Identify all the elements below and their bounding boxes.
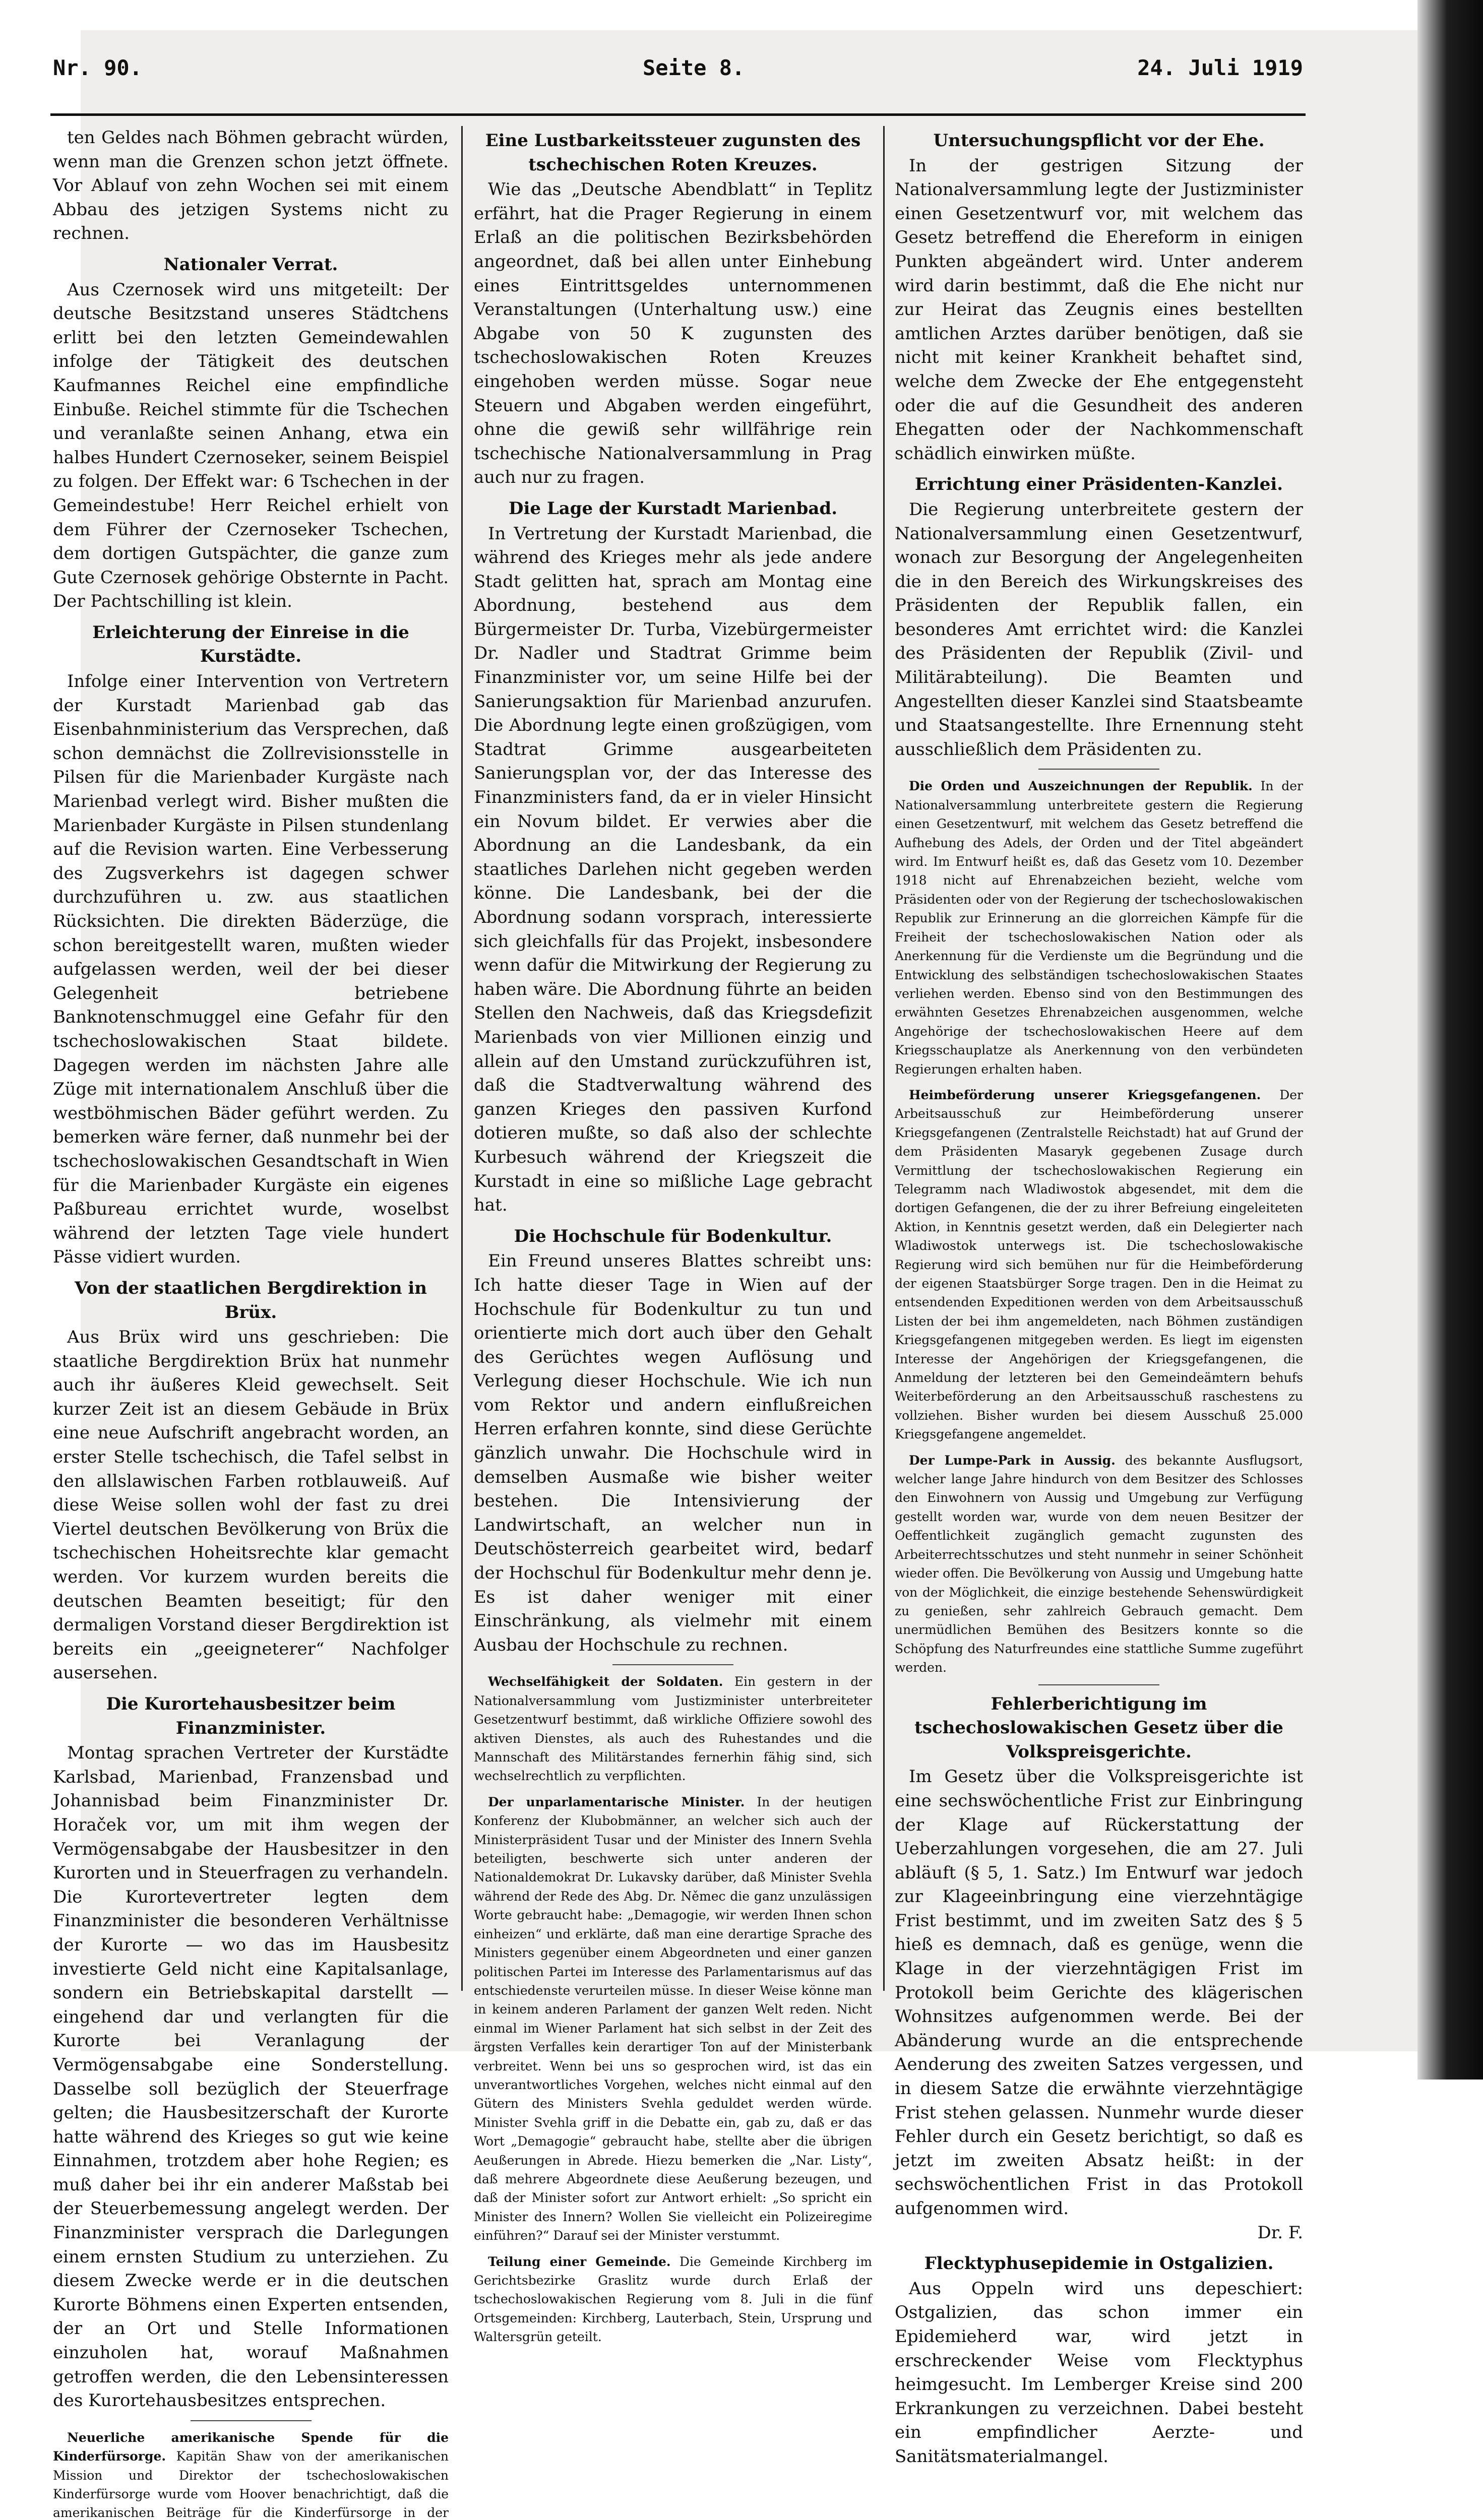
article-headline: Erleichterung der Einreise in die Kurstädte. (92, 622, 409, 667)
article-text: Infolge einer Intervention von Vertretern der Kurstadt Marienbad gab das Eisenbahnministerium das Versprechen, daß schon demnächst die Zollrevisionsstelle in Pilsen für die Marienbader Kurgäste nach Marienbad verlegt wird. Bisher mußten die Marienbader Kurgäste in Pilsen stundenlang auf die Revision warten. Eine Verbesserung des Zugsverkehrs ist dagegen schwer durchzuführen u. zw. aus staatlichen Rücksichten. Die direkten Bäderzüge, die schon bereitgestellt waren, mußten wieder aufgelassen werden, weil der bei dieser Gelegenheit betriebene Banknotenschmuggel eine Gefahr für den tschechoslowakischen Staat bildete. Dagegen werden im nächsten Jahre alle Züge mit internationalem Anschluß über die westböhmischen Bäder geführt werden. Zu bemerken wäre ferner, daß nunmehr bei der tschechoslowakischen Gesandtschaft in Wien für die Marienbader Kurgäste ein eigenes Paßbureau errichtet wurde, woselbst während der letzten Tage viele hundert Pässe vidiert wurden. (53, 671, 449, 1268)
article (474, 1672, 872, 1785)
article-headline: Heimbeförderung unserer Kriegsgefangenen. (909, 1087, 1261, 1102)
article-paragraph (53, 2428, 449, 2520)
article-text: Kapitän Shaw von der amerikanischen Mission und Direktor der tschechoslowakischen Kinderfürsorge wurde vom Hoover benachrichtigt, daß die amerikanischen Beiträge für die Kinderfürsorge in der (53, 2449, 449, 2520)
article-text: Montag sprachen Vertreter der Kurstädte Karlsbad, Marienbad, Franzensbad und Johannisbad beim Finanzminister Dr. Horaček vor, um mit ihm wegen der Vermögensabgabe der Hausbesitzer in den Kurorten und in Steuerfragen zu verhandeln. Die Kurortevertreter legten dem Finanzminister die besonderen Verhältnisse der Kurorte — wo das im Hausbesitz investierte Geld nicht eine Kapitalsanlage, sondern ein Betriebskapital darstellt — eingehend dar und verlangten für die Kurorte bei Veranlagung der Vermögensabgabe eine Sonderstellung. Dasselbe soll bezüglich der Steuerfrage gelten; die Hausbesitzerschaft der Kurorte hatte während des Krieges so gut wie keine Einnahmen, trotzdem aber hohe Regien; es muß daher bei ihr ein anderer Maßstab bei der Steuerbemessung angelegt werden. Der Finanzminister versprach die Darlegungen einem ernsten Studium zu unterziehen. Zu diesem Zwecke werde er in die deutschen Kurorte Böhmens einen Experten entsenden, der an Ort und Stelle Informationen einzuholen hat, worauf Maßnahmen getroffen werden, die den Lebensinteressen des Kurortehausbesitzes entsprechen. (53, 1743, 449, 2411)
article-paragraph (895, 154, 1303, 466)
article-headline: Nationaler Verrat. (163, 254, 338, 275)
section-divider (1038, 769, 1159, 770)
article (474, 129, 872, 490)
article (895, 129, 1303, 466)
article-headline: Fehlerberichtigung im tschechoslowakischen Gesetz über die Volkspreisgerichte. (914, 1693, 1283, 1762)
article-paragraph (474, 2252, 872, 2347)
article-paragraph (474, 1249, 872, 1657)
article-headline: Eine Lustbarkeitssteuer zugunsten des tschechischen Roten Kreuzes. (485, 131, 861, 175)
article-text: In der gestrigen Sitzung der Nationalversammlung legte der Justizminister einen Gesetzentwurf vor, mit welchem das Gesetz betreffend die Ehereform in einigen Punkten abgeändert wird. Unter anderem wird darin bestimmt, daß die Ehe nicht nur zur Heirat das Zeugnis eines bestellten amtlichen Arztes darüber benötigen, daß sie nicht mit keiner Krankheit behaftet sind, welche dem Zwecke der Ehe entgegensteht oder die auf die Gesundheit des anderen Ehegatten oder der Nachkommenschaft schädlich einwirken müßte. (895, 155, 1303, 464)
section-divider (612, 1664, 733, 1665)
article-text: Ein Freund unseres Blattes schreibt uns: Ich hatte dieser Tage in Wien auf der Hochschule für Bodenkultur zu tun und orientierte mich dort auch über den Gehalt des Gerüchtes wegen Auflösung und Verlegung dieser Hochschule. Wie ich nun vom Rektor und andern einflußreichen Herren erfahren konnte, sind diese Gerüchte gänzlich unwahr. Die Hochschule wird in demselben Ausmaße wie bisher weiter bestehen. Die Intensivierung der Landwirtschaft, an welcher nun in Deutschösterreich gearbeitet wird, bedarf der Hochschul für Bodenkultur mehr denn je. Es ist daher weniger mit einer Einschränkung, als vielmehr mit einem Ausbau der Hochschule zu rechnen. (474, 1251, 872, 1655)
article (53, 621, 449, 1270)
article-headline: Der unparlamentarische Minister. (488, 1794, 745, 1809)
article-paragraph (53, 278, 449, 614)
article-paragraph (895, 1086, 1303, 1444)
section-divider (1038, 1684, 1159, 1685)
issue-date: 24. Juli 1919 (1137, 55, 1303, 80)
article-text: In der Nationalversammlung unterbreitete gestern die Regierung einen Gesetzentwurf, mit welchem das Gesetz betreffend die Aufhebung des Adels, der Orden und der Titel abgeändert wird. Im Entwurf heißt es, daß das Gesetz vom 10. Dezember 1918 nicht auf Ehrenabzeichen bezieht, welche vom Präsidenten oder von der Regierung der tschechoslowakischen Republik zur Erinnerung an die glorreichen Kämpfe für die Freiheit der tschechoslowakischen Nation oder als Anerkennung für die Verdienste um die Begründung und die Entwicklung des selbständigen tschechoslowakischen Staates verliehen werden. Ebenso sind von den Bestimmungen des erwähnten Gesetzes Ehrenabzeichen ausgenommen, welche Angehörige der tschechoslowakischen Heere auf dem Kriegsschauplatze als Anerkennung von den verbündeten Regierungen erhalten haben. (895, 779, 1303, 1077)
article-headline: Neuerliche amerikanische Spende für die Kinderfürsorge. (53, 2430, 449, 2464)
article (474, 1225, 872, 1658)
article (53, 1277, 449, 1685)
scan-edge-shadow (1417, 0, 1483, 2080)
article-paragraph (895, 498, 1303, 762)
article-text: Aus Oppeln wird uns depeschiert: Ostgalizien, das schon immer ein Epidemieherd war, wird jetzt in erschreckender Weise vom Flecktyphus heimgesucht. Im Lemberger Kreise sind 200 Erkrankungen zu verzeichnen. Dabei besteht ein empfindlicher Aerzte- und Sanitätsmaterialmangel. (895, 2278, 1303, 2467)
article-headline: Untersuchungspflicht vor der Ehe. (933, 131, 1265, 151)
article (895, 2252, 1303, 2469)
article (895, 1451, 1303, 1677)
column-3 (895, 126, 1303, 2467)
article-text: ten Geldes nach Böhmen gebracht würden, wenn man die Grenzen schon jetzt öffnete. Vor Ablauf von zehn Wochen sei mit einem Abbau des jetzigen Systems nicht zu rechnen. (53, 128, 449, 244)
article-headline: Flecktyphusepidemie in Ostgalizien. (924, 2253, 1274, 2274)
article (474, 2252, 872, 2347)
article-text: In Vertretung der Kurstadt Marienbad, die während des Krieges mehr als jede andere Stadt gelitten hat, sprach am Montag eine Abordnung, bestehend aus dem Bürgermeister Dr. Turba, Vizebürgermeister Dr. Nadler und Stadtrat Grimme beim Finanzminister vor, um seine Hilfe bei der Sanierungsaktion für Marienbad anzurufen. Die Abordnung legte einen großzügigen, vom Stadtrat Grimme ausgearbeiteten Sanierungsplan vor, der das Interesse des Finanzministers fand, da er in vieler Hinsicht ein Novum bildet. Er verwies aber die Abordnung an die Landesbank, da ein staatliches Darlehen nicht gegeben werden könne. Die Landesbank, bei der die Abordnung sodann vorsprach, interessierte sich gleichfalls für das Projekt, insbesondere wenn dafür die Mitwirkung der Regierung zu haben wäre. Die Abordnung führte an beiden Stellen den Nachweis, daß das Kriegsdefizit Marienbads von vier Millionen einzig und allein auf den Umstand zurückzuführen ist, daß die Stadtverwaltung während des ganzen Krieges den passiven Kurfond dotieren mußte, so daß also der schlechte Kurbesuch während der Kriegszeit die Kurstadt in eine so mißliche Lage gebracht hat. (474, 523, 872, 1216)
article-text: des bekannte Ausflugsort, welcher lange Jahre hindurch von dem Besitzer des Schlosses den Einwohnern von Aussig und Umgebung zur Verfügung gestellt worden war, wurde von dem neuen Besitzer der Oeffentlichkeit zugänglich gemacht zugunsten des Arbeiterrechtsschutzes und steht nunmehr in seiner Schönheit wieder offen. Die Bevölkerung von Aussig und Umgebung hatte von der Möglichkeit, die einzige bestehende Sehenswürdigkeit zu genießen, sehr zahlreich Gebrauch gemacht. Dem unermüdlichen Bemühen des Besitzers konnte so die Schöpfung des Naturfreundes eine stattliche Summe zugeführt werden. (895, 1453, 1303, 1675)
article-text: In der heutigen Konferenz der Klubobmänner, an welcher sich auch der Ministerpräsident Tusar und der Minister des Innern Svehla beteiligten, beschwerte sich unter anderen der Nationaldemokrat Dr. Lukavsky darüber, daß Minister Svehla während der Rede des Abg. Dr. Němec die ganz unzulässigen Worte gebraucht habe: „Demagogie, wir werden Ihnen schon einheizen“ und erklärte, daß man eine derartige Sprache des Ministers gegenüber einem Abgeordneten und einer ganzen politischen Partei im Interesse des Parlamentarismus auf das entschiedenste verurteilen müsse. In dieser Weise könne man in keinem anderen Parlament der ganzen Welt reden. Nicht einmal im Wiener Parlament hat sich selbst in der Zeit des ärgsten Verfalles kein derartiger Ton auf der Ministerbank verbreitet. Wenn bei uns so gesprochen wird, ist das ein unverantwortliches Vorgehen, welches nicht einmal auf den Gütern des Ministers Svehla geduldet werden würde. Minister Svehla griff in die Debatte ein, gab zu, daß er das Wort „Demagogie“ gebraucht habe, stellte aber die übrigen Aeußerungen in Abrede. Hiezu bemerken die „Nar. Listy“, daß mehrere Abgeordnete diese Aeußerung bezeugen, und daß der Minister sofort zur Antwort erhielt: „So spricht ein Minister des Innern? Wollen Sie vielleicht ein Polizeiregime einführen?“ Darauf sei der Minister verstummt. (474, 1794, 873, 2243)
article (474, 1793, 872, 2245)
article-paragraph (895, 1451, 1303, 1677)
article-paragraph (895, 1765, 1303, 2221)
article-text: Der Arbeitsausschuß zur Heimbeförderung unserer Kriegsgefangenen (Zentralstelle Reichstadt) hat auf Grund der dem Präsidenten Masaryk gegebenen Zusage durch Vermittlung der tschechoslowakischen Regierung ein Telegramm nach Wladiwostok abgesendet, mit dem die dortigen Gefangenen, die der zu ihrer Befreiung eingeleiteten Aktion, in Kenntnis gesetzt werden, daß ein Delegierter nach Wladiwostok unterwegs ist. Die tschechoslowakische Regierung wird sich bemühen nur für die Heimbeförderung der eigenen Staatsbürger Sorge tragen. Den in die Heimat zu entsendenden Expeditionen werden von dem Arbeitsausschuß Listen der bei ihm angemeldeten, nach Böhmen zuständigen Kriegsgefangenen mitgegeben werden. Es liegt im eigensten Interesse der Angehörigen der Kriegsgefangenen, die Anmeldung der letzteren bei den Gemeindeämtern behufs Weiterbeförderung an den Arbeitsausschuß raschestens zu vollziehen. Bisher wurden bei diesem Ausschuß 25.000 Kriegsgefangene angemeldet. (895, 1087, 1303, 1442)
article (895, 473, 1303, 762)
header-rule (50, 113, 1306, 116)
page-number: Seite 8. (643, 55, 745, 80)
article-paragraph (474, 522, 872, 1218)
article-headline: Die Hochschule für Bodenkultur. (514, 1226, 832, 1246)
column-rule (461, 126, 463, 1991)
column-1 (53, 126, 449, 2520)
article (53, 253, 449, 614)
issue-number: Nr. 90. (53, 55, 143, 80)
article-headline: Teilung einer Gemeinde. (488, 2254, 671, 2269)
article-paragraph (895, 777, 1303, 1079)
article-headline: Die Orden und Auszeichnungen der Republik. (909, 779, 1253, 794)
article-headline: Der Lumpe-Park in Aussig. (909, 1453, 1116, 1468)
article-paragraph (53, 670, 449, 1270)
article (53, 2428, 449, 2520)
column-2 (474, 126, 873, 2345)
article (895, 777, 1303, 1079)
article (53, 1692, 449, 2413)
article (474, 497, 872, 1218)
page-header (53, 50, 1303, 91)
article-headline: Die Kurortehausbesitzer beim Finanzminister. (106, 1694, 396, 1738)
article-headline: Von der staatlichen Bergdirektion in Brüx. (74, 1278, 427, 1322)
article (895, 1086, 1303, 1444)
section-divider (191, 2420, 312, 2421)
article-paragraph (53, 126, 449, 246)
article-paragraph (53, 1741, 449, 2413)
column-rule (883, 126, 885, 1991)
article (895, 1692, 1303, 2245)
article-signature: Dr. F. (1257, 2222, 1303, 2243)
article-text: Wie das „Deutsche Abendblatt“ in Teplitz erfährt, hat die Prager Regierung in einem Erlaß an die politischen Bezirksbehörden angeordnet, daß bei allen unter Einhebung eines Eintrittsgeldes unternommenen Veranstaltungen (Unterhaltung usw.) eine Abgabe von 50 K zugunsten des tschechoslowakischen Roten Kreuzes eingehoben werden müsse. Sogar neue Steuern und Abgaben werden eingeführt, ohne die gewiß sehr willfährige rein tschechische Nationalversammlung in Prag auch nur zu fragen. (474, 179, 872, 488)
article-text: Die Regierung unterbreitete gestern der Nationalversammlung einen Gesetzentwurf, wonach zur Besorgung der Angelegenheiten die in den Bereich des Wirkungskreises des Präsidenten der Republik fallen, ein besonderes Amt errichtet wird: die Kanzlei des Präsidenten der Republik (Zivil- und Militärabteilung). Die Beamten und Angestellten dieser Kanzlei sind Staatsbeamte und Staatsangestellte. Ihre Ernennung steht ausschließlich dem Präsidenten zu. (895, 499, 1303, 760)
article-headline: Die Lage der Kurstadt Marienbad. (508, 498, 838, 519)
article-headline: Wechselfähigkeit der Soldaten. (488, 1674, 723, 1689)
article-text: Ein gestern in der Nationalversammlung vom Justizminister unterbreiteter Gesetzentwurf bestimmt, daß wirkliche Offiziere sowohl des aktiven Dienstes, als auch des Ruhestandes und die Mannschaft des Militärstandes fernerhin fähig sind, sich wechselrechtlich zu verpflichten. (474, 1674, 872, 1784)
article-text: Die Gemeinde Kirchberg im Gerichtsbezirke Graslitz wurde durch Erlaß der tschechoslowakischen Regierung vom 8. Juli in die fünf Ortsgemeinden: Kirchberg, Lauterbach, Stein, Ursprung und Waltersgrün geteilt. (474, 2254, 872, 2345)
article-paragraph (474, 1793, 872, 2245)
article-text: Aus Brüx wird uns geschrieben: Die staatliche Bergdirektion Brüx hat nunmehr auch ihr äußeres Kleid gewechselt. Seit kurzer Zeit ist an diesem Gebäude in Brüx eine neue Aufschrift angebracht worden, an erster Stelle tschechisch, die Tafel selbst in den allslawischen Farben rotblauweiß. Auf diese Weise sollen wohl der fast zu drei Viertel deutschen Bevölkerung von Brüx die tschechischen Hoheitsrechte klar gemacht werden. Vor kurzem wurden bereits die deutschen Beamten beseitigt; für den dermaligen Vorstand dieser Bergdirektion ist bereits ein „geeigneterer“ Nachfolger ausersehen. (53, 1327, 449, 1683)
article-text: Aus Czernosek wird uns mitgeteilt: Der deutsche Besitzstand unseres Städtchens erlitt bei den letzten Gemeindewahlen infolge der Tätigkeit des deutschen Kaufmannes Reichel eine empfindliche Einbuße. Reichel stimmte für die Tschechen und veranlaßte seinen Anhang, etwa ein halbes Hundert Czernoseker, seinem Beispiel zu folgen. Der Effekt war: 6 Tschechen in der Gemeindestube! Herr Reichel erhielt von dem Führer der Czernoseker Tschechen, dem dortigen Gutspächter, die ganze zum Gute Czernosek gehörige Obsternte in Pacht. Der Pachtschilling ist klein. (53, 279, 449, 612)
article-paragraph (895, 2277, 1303, 2469)
article-paragraph (474, 178, 872, 490)
article (53, 126, 449, 246)
article-paragraph (53, 1326, 449, 1685)
article-headline: Errichtung einer Präsidenten-Kanzlei. (914, 474, 1283, 495)
article-paragraph (474, 1672, 872, 1785)
article-text: Im Gesetz über die Volkspreisgerichte ist eine sechswöchentliche Frist zur Einbringung der Klage auf Rückerstattung der Ueberzahlungen vorgesehen, die am 27. Juli abläuft (§ 5, 1. Satz.) Im Entwurf war jedoch zur Klageeinbringung eine vierzehntägige Frist bestimmt, und im zweiten Satz des § 5 hieß es demnach, daß es genüge, wenn die Klage in der vierzehntägigen Frist im Protokoll beim Gerichte des klägerischen Wohnsitzes aufgenommen werde. Bei der Abänderung wurde an die entsprechende Aenderung des zweiten Satzes vergessen, und in diesem Satze die erwähnte vierzehntägige Frist stehen gelassen. Nunmehr wurde dieser Fehler durch ein Gesetz berichtigt, so daß es jetzt im zweiten Absatz heißt: in der sechswöchentlichen Frist in das Protokoll aufgenommen wird. (895, 1767, 1303, 2219)
